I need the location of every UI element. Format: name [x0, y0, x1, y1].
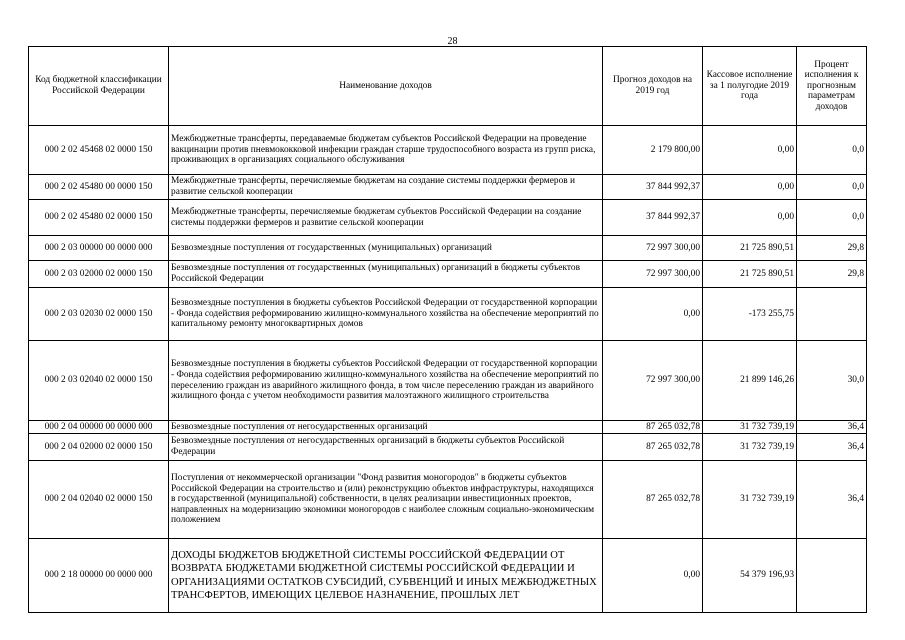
table-row: [29, 200, 867, 236]
row-name: Безвозмездные поступления от негосударственных организаций в бюджеты субъектов Российской Федерации: [169, 434, 603, 461]
row-name: Межбюджетные трансферты, передаваемые бюджетам субъектов Российской Федерации на проведение вакцинации против пневмококковой инфекции граждан старше трудоспособного возраста из групп риска, проживающих в организациях социального обслуживания: [169, 126, 603, 175]
row-actual: 31 732 739,19: [703, 421, 797, 434]
table-row: [29, 261, 867, 288]
row-percent: 29,8: [797, 261, 867, 288]
row-percent: 36,4: [797, 421, 867, 434]
header-code: Код бюджетной классификации Российской Федерации: [29, 47, 169, 126]
row-name: Межбюджетные трансферты, перечисляемые бюджетам на создание системы поддержки фермеров и развитие сельской кооперации: [169, 175, 603, 200]
row-code: 000 2 03 02040 02 0000 150: [29, 341, 169, 421]
row-code: 000 2 02 45468 02 0000 150: [29, 126, 169, 175]
row-forecast: 37 844 992,37: [603, 175, 703, 200]
row-code: 000 2 04 00000 00 0000 000: [29, 421, 169, 434]
row-actual: 31 732 739,19: [703, 434, 797, 461]
revenue-table: [28, 46, 867, 613]
header-actual: Кассовое исполнение за 1 полугодие 2019 года: [703, 47, 797, 126]
row-actual: 0,00: [703, 126, 797, 175]
table-row: [29, 461, 867, 539]
row-actual: 31 732 739,19: [703, 461, 797, 539]
row-percent: 30,0: [797, 341, 867, 421]
row-name: Безвозмездные поступления от негосударственных организаций: [169, 421, 603, 434]
row-forecast: 87 265 032,78: [603, 421, 703, 434]
table-row: [29, 175, 867, 200]
row-actual: -173 255,75: [703, 288, 797, 341]
row-percent: 36,4: [797, 461, 867, 539]
row-percent: 0,0: [797, 126, 867, 175]
header-forecast: Прогноз доходов на 2019 год: [603, 47, 703, 126]
row-actual: 0,00: [703, 175, 797, 200]
row-percent: [797, 288, 867, 341]
table-row: [29, 126, 867, 175]
table-row: [29, 288, 867, 341]
row-actual: 21 725 890,51: [703, 261, 797, 288]
row-percent: 0,0: [797, 200, 867, 236]
table-row: [29, 341, 867, 421]
header-percent: Процент исполнения к прогнозным параметрам доходов: [797, 47, 867, 126]
row-name: Межбюджетные трансферты, перечисляемые бюджетам субъектов Российской Федерации на создание системы поддержки фермеров и развитие сельской кооперации: [169, 200, 603, 236]
row-name: Безвозмездные поступления в бюджеты субъектов Российской Федерации от государственной корпорации - Фонда содействия реформированию жилищно-коммунального хозяйства на обеспечение мероприятий по переселению граждан из аварийного жилищного фонда, в том числе переселению граждан из аварийного жилищного фонда с учетом необходимости развития малоэтажного жилищного строительства: [169, 341, 603, 421]
row-forecast: 2 179 800,00: [603, 126, 703, 175]
row-forecast: 87 265 032,78: [603, 461, 703, 539]
row-name: Безвозмездные поступления от государственных (муниципальных) организаций в бюджеты субъектов Российской Федерации: [169, 261, 603, 288]
row-actual: 21 725 890,51: [703, 236, 797, 261]
row-name: Безвозмездные поступления в бюджеты субъектов Российской Федерации от государственной корпорации - Фонда содействия реформированию жилищно-коммунального хозяйства на обеспечение мероприятий по капитальному ремонту многоквартирных домов: [169, 288, 603, 341]
page-number: 28: [447, 36, 458, 47]
row-percent: 0,0: [797, 175, 867, 200]
row-percent: [797, 539, 867, 613]
row-code: 000 2 03 00000 00 0000 000: [29, 236, 169, 261]
row-name: Безвозмездные поступления от государственных (муниципальных) организаций: [169, 236, 603, 261]
row-name: Поступления от некоммерческой организации "Фонд развития моногородов" в бюджеты субъектов Российской Федерации на строительство и (или) реконструкцию объектов инфраструктуры, находящихся в государственной (муниципальной) собственности, в целях реализации инвестиционных проектов, направленных на модернизацию экономики моногородов с наиболее сложным социально-экономическим положением: [169, 461, 603, 539]
row-actual: 0,00: [703, 200, 797, 236]
row-code: 000 2 02 45480 00 0000 150: [29, 175, 169, 200]
row-forecast: 72 997 300,00: [603, 341, 703, 421]
row-forecast: 87 265 032,78: [603, 434, 703, 461]
row-percent: 36,4: [797, 434, 867, 461]
row-actual: 54 379 196,93: [703, 539, 797, 613]
row-forecast: 72 997 300,00: [603, 261, 703, 288]
row-percent: 29,8: [797, 236, 867, 261]
row-forecast: 37 844 992,37: [603, 200, 703, 236]
table-row: [29, 236, 867, 261]
table-row: [29, 434, 867, 461]
row-code: 000 2 04 02040 02 0000 150: [29, 461, 169, 539]
row-code: 000 2 02 45480 02 0000 150: [29, 200, 169, 236]
row-actual: 21 899 146,26: [703, 341, 797, 421]
row-code: 000 2 04 02000 02 0000 150: [29, 434, 169, 461]
row-code: 000 2 18 00000 00 0000 000: [29, 539, 169, 613]
table-row: [29, 421, 867, 434]
table-row: [29, 539, 867, 613]
row-forecast: 0,00: [603, 288, 703, 341]
row-name: ДОХОДЫ БЮДЖЕТОВ БЮДЖЕТНОЙ СИСТЕМЫ РОССИЙСКОЙ ФЕДЕРАЦИИ ОТ ВОЗВРАТА БЮДЖЕТАМИ БЮДЖЕТНОЙ СИСТЕМЫ РОССИЙСКОЙ ФЕДЕРАЦИИ И ОРГАНИЗАЦИЯМИ ОСТАТКОВ СУБСИДИЙ, СУБВЕНЦИЙ И ИНЫХ МЕЖБЮДЖЕТНЫХ ТРАНСФЕРТОВ, ИМЕЮЩИХ ЦЕЛЕВОЕ НАЗНАЧЕНИЕ, ПРОШЛЫХ ЛЕТ: [169, 539, 603, 613]
row-code: 000 2 03 02000 02 0000 150: [29, 261, 169, 288]
table-header-row: [29, 47, 867, 126]
row-forecast: 72 997 300,00: [603, 236, 703, 261]
row-code: 000 2 03 02030 02 0000 150: [29, 288, 169, 341]
row-forecast: 0,00: [603, 539, 703, 613]
header-name: Наименование доходов: [169, 47, 603, 126]
